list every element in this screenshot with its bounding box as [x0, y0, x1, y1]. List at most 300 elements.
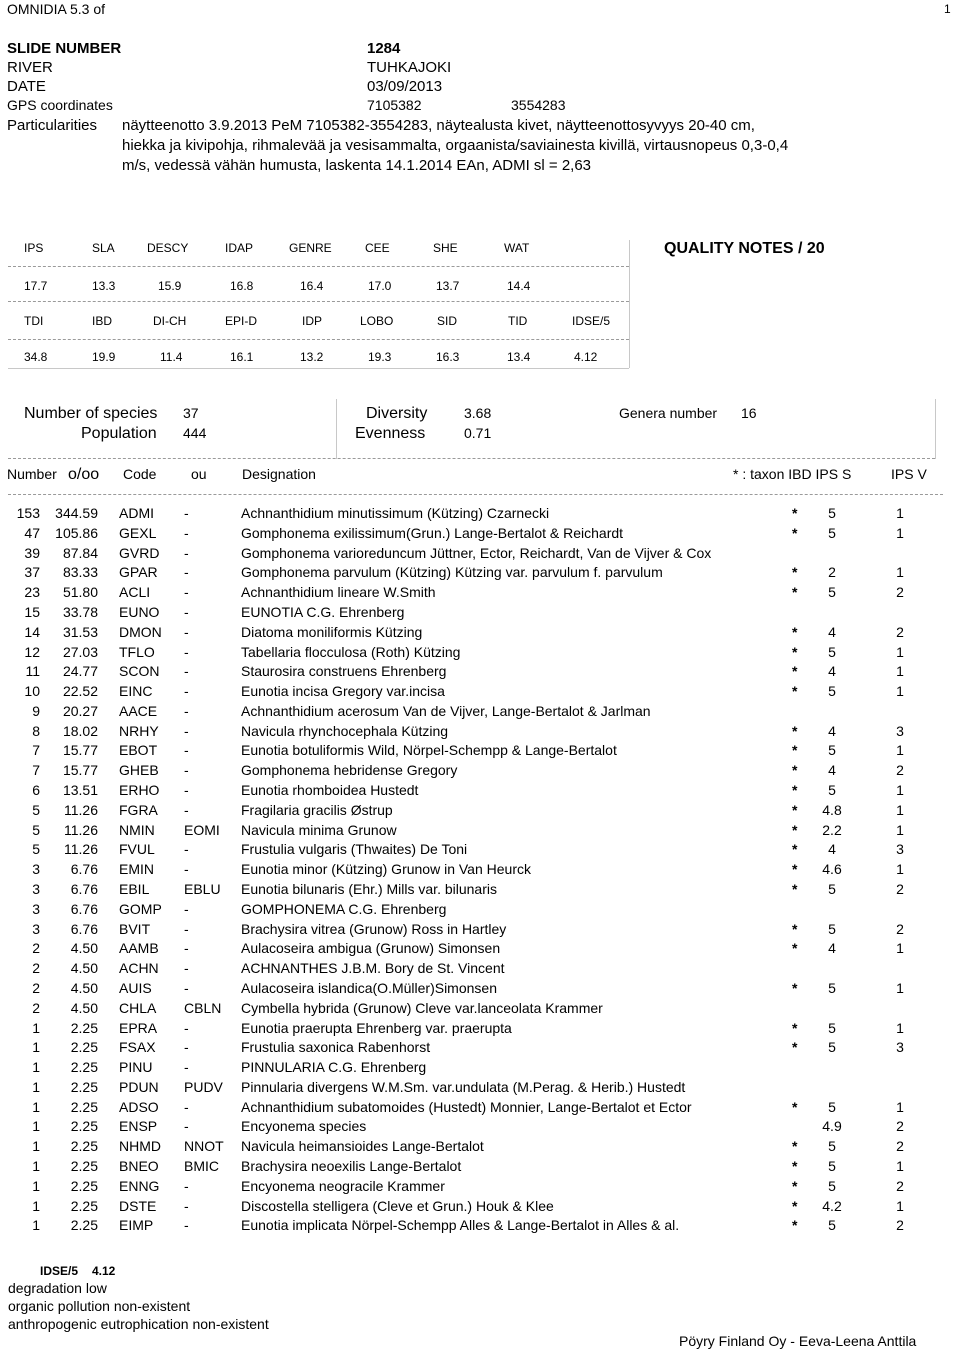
table-row	[0, 802, 960, 822]
row-permil: 27.03	[62, 643, 98, 660]
row-designation: Navicula minima Grunow	[241, 821, 397, 838]
row-designation: Brachysira vitrea (Grunow) Ross in Hartley	[241, 920, 507, 937]
row-ips-s: 5	[828, 742, 836, 759]
row-ips-v: 1	[896, 1158, 904, 1175]
index-label-cee: CEE	[365, 241, 390, 255]
row-permil: 15.77	[62, 762, 98, 779]
table-row	[0, 742, 960, 762]
table-row	[0, 901, 960, 921]
table-row	[0, 881, 960, 901]
row-ou: BMIC	[184, 1158, 219, 1175]
row-permil: 2.25	[70, 1177, 98, 1194]
row-ips-v: 2	[896, 1118, 904, 1135]
table-row	[0, 1000, 960, 1020]
gps-label: GPS coordinates	[7, 97, 113, 113]
row-code: AACE	[119, 702, 158, 719]
row-ou: -	[184, 782, 189, 799]
row-designation: EUNOTIA C.G. Ehrenberg	[241, 603, 405, 620]
row-ou: -	[184, 623, 189, 640]
row-designation: Gomphonema varioreduncum Jüttner, Ector, Reichardt, Van de Vijver & Cox	[241, 544, 712, 561]
row-permil: 2.25	[70, 1158, 98, 1175]
row-ips-s: 5	[828, 505, 836, 521]
header-ips-v: IPS V	[891, 466, 927, 482]
row-permil: 4.50	[70, 940, 98, 957]
row-code: ERHO	[119, 782, 160, 799]
row-permil: 4.50	[70, 979, 98, 996]
row-code: AAMB	[119, 940, 159, 957]
row-designation: Gomphonema hebridense Gregory	[241, 762, 458, 779]
row-taxon-flag: *	[792, 683, 798, 700]
table-row	[0, 663, 960, 683]
table-row	[0, 1138, 960, 1158]
row-number: 15	[24, 603, 40, 620]
population-label: Population	[81, 425, 157, 442]
row-taxon-flag: *	[792, 584, 798, 601]
row-permil: 2.25	[70, 1078, 98, 1095]
row-ips-s: 5	[828, 1138, 836, 1155]
row-ou: -	[184, 683, 189, 700]
index-value-idap: 16.8	[230, 279, 254, 293]
row-ips-v: 2	[896, 1138, 904, 1155]
row-code: ENSP	[119, 1118, 158, 1135]
row-code: BNEO	[119, 1158, 159, 1175]
row-ou: -	[184, 861, 189, 878]
index-value-genre: 16.4	[300, 279, 324, 293]
row-code: FSAX	[119, 1039, 156, 1056]
row-designation: Fragilaria gracilis Østrup	[241, 801, 393, 818]
table-row	[0, 525, 960, 545]
table-row	[0, 762, 960, 782]
evenness-value: 0.71	[464, 425, 492, 441]
index-label-ibd: IBD	[92, 314, 113, 328]
row-ips-v: 1	[896, 564, 904, 581]
row-permil: 6.76	[70, 920, 98, 937]
river-label: RIVER	[7, 59, 53, 76]
row-ips-v: 1	[896, 643, 904, 660]
row-ou: EBLU	[184, 881, 221, 897]
particularities-line-3: m/s, vedessä vähän humusta, laskenta 14.1.2014 EAn, ADMI sl = 2,63	[122, 157, 592, 174]
footer-eutrophication: anthropogenic eutrophication non-existent	[8, 1316, 269, 1332]
row-ou: -	[184, 663, 189, 680]
row-designation: Eunotia incisa Gregory var.incisa	[241, 683, 445, 700]
header-code: Code	[123, 466, 157, 482]
gps-y: 3554283	[511, 97, 566, 113]
date-label: DATE	[7, 78, 46, 95]
row-number: 2	[32, 979, 40, 996]
table-row	[0, 940, 960, 960]
particularities-label: Particularities	[7, 117, 98, 134]
row-designation: Eunotia rhomboidea Hustedt	[241, 782, 419, 799]
row-taxon-flag: *	[792, 1098, 798, 1115]
row-code: GOMP	[119, 900, 162, 917]
row-ips-s: 4	[828, 940, 836, 957]
row-permil: 11.26	[64, 841, 98, 858]
row-code: EBIL	[119, 881, 150, 897]
row-permil: 11.26	[64, 801, 98, 818]
row-taxon-flag: *	[792, 881, 798, 897]
row-permil: 4.50	[70, 999, 98, 1016]
row-ips-s: 4	[828, 841, 836, 858]
slide-number-label: SLIDE NUMBER	[7, 40, 122, 57]
row-ips-v: 2	[896, 1177, 904, 1194]
row-designation: Eunotia bilunaris (Ehr.) Mills var. bilunaris	[241, 881, 497, 897]
row-number: 3	[32, 900, 40, 917]
row-code: EIMP	[119, 1217, 154, 1234]
index-value-wat: 14.4	[507, 279, 531, 293]
row-code: TFLO	[119, 643, 155, 660]
row-ips-v: 1	[896, 742, 904, 759]
row-taxon-flag: *	[792, 940, 798, 957]
row-ou: -	[184, 940, 189, 957]
row-ou: -	[184, 702, 189, 719]
row-ips-s: 4.8	[822, 801, 842, 818]
row-permil: 2.25	[70, 1197, 98, 1214]
table-row	[0, 782, 960, 802]
date-value: 03/09/2013	[367, 78, 443, 95]
row-designation: Frustulia vulgaris (Thwaites) De Toni	[241, 841, 468, 858]
index-label-epi-d: EPI-D	[225, 314, 258, 328]
row-number: 23	[24, 584, 40, 601]
row-designation: Navicula heimansioides Lange-Bertalot	[241, 1138, 484, 1155]
row-taxon-flag: *	[792, 722, 798, 739]
row-number: 1	[32, 1177, 40, 1194]
row-designation: Eunotia botuliformis Wild, Nörpel-Schempp & Lange-Bertalot	[241, 742, 617, 759]
row-code: BVIT	[119, 920, 151, 937]
row-number: 5	[32, 821, 40, 838]
index-label-tid: TID	[508, 314, 528, 328]
row-permil: 2.25	[70, 1059, 98, 1076]
row-code: EPRA	[119, 1019, 158, 1036]
row-ips-s: 4	[828, 762, 836, 779]
row-designation: Eunotia minor (Kützing) Grunow in Van Heurck	[241, 861, 531, 878]
table-row	[0, 1118, 960, 1138]
row-number: 8	[32, 722, 40, 739]
row-code: FVUL	[119, 841, 155, 858]
row-ou: -	[184, 722, 189, 739]
row-ou: -	[184, 1197, 189, 1214]
row-permil: 24.77	[62, 663, 98, 680]
row-number: 2	[32, 940, 40, 957]
row-code: ENNG	[119, 1177, 160, 1194]
row-permil: 2.25	[70, 1138, 98, 1155]
row-taxon-flag: *	[792, 1019, 798, 1036]
row-ou: -	[184, 920, 189, 937]
index-value-idse5: 4.12	[574, 350, 598, 364]
row-number: 1	[32, 1078, 40, 1095]
index-label-di-ch: DI-CH	[153, 314, 187, 328]
row-designation: Encyonema species	[241, 1118, 367, 1135]
row-number: 3	[32, 861, 40, 878]
table-row	[0, 1099, 960, 1119]
table-row	[0, 1020, 960, 1040]
row-ips-v: 2	[896, 881, 904, 897]
row-designation: Achnanthidium acerosum Van de Vijver, Lange-Bertalot & Jarlman	[241, 702, 651, 719]
row-taxon-flag: *	[792, 1197, 798, 1214]
row-number: 10	[24, 683, 40, 700]
row-permil: 344.59	[55, 505, 98, 521]
row-ips-s: 5	[828, 584, 836, 601]
row-ips-s: 4.9	[822, 1118, 842, 1135]
table-row	[0, 1039, 960, 1059]
diversity-label: Diversity	[366, 405, 428, 422]
particularities-line-2: hiekka ja kivipohja, rihmalevää ja vesisammalta, orgaanista/saviainesta kivillä, virtausnopeus 0,3-0,4	[122, 137, 789, 154]
row-ips-s: 5	[828, 1039, 836, 1056]
row-ips-s: 4	[828, 722, 836, 739]
row-ou: -	[184, 584, 189, 601]
row-code: NRHY	[119, 722, 159, 739]
header-number: Number	[7, 466, 57, 482]
row-ou: -	[184, 742, 189, 759]
row-number: 7	[32, 762, 40, 779]
row-ips-s: 4	[828, 663, 836, 680]
row-code: AUIS	[119, 979, 152, 996]
row-designation: Achnanthidium lineare W.Smith	[241, 584, 436, 601]
row-ou: -	[184, 1217, 189, 1234]
row-code: PDUN	[119, 1078, 159, 1095]
row-permil: 2.25	[70, 1039, 98, 1056]
row-number: 5	[32, 801, 40, 818]
row-designation: Brachysira neoexilis Lange-Bertalot	[241, 1158, 462, 1175]
table-row	[0, 1198, 960, 1218]
row-code: SCON	[119, 663, 160, 680]
species-count-label: Number of species	[24, 405, 158, 422]
row-code: PINU	[119, 1059, 153, 1076]
table-row	[0, 723, 960, 743]
row-ou: -	[184, 979, 189, 996]
row-code: NMIN	[119, 821, 155, 838]
row-taxon-flag: *	[792, 623, 798, 640]
table-row	[0, 1217, 960, 1237]
row-ips-s: 5	[828, 881, 836, 897]
row-designation: ACHNANTHES J.B.M. Bory de St. Vincent	[241, 960, 505, 977]
table-row	[0, 683, 960, 703]
table-row	[0, 703, 960, 723]
row-taxon-flag: *	[792, 1177, 798, 1194]
row-number: 9	[32, 702, 40, 719]
row-designation: Eunotia implicata Nörpel-Schempp Alles & Lange-Bertalot in Alles & al.	[241, 1217, 680, 1234]
row-ou: CBLN	[184, 999, 222, 1016]
row-number: 2	[32, 960, 40, 977]
row-designation: Aulacoseira ambigua (Grunow) Simonsen	[241, 940, 501, 957]
row-code: EBOT	[119, 742, 158, 759]
row-ips-s: 4.6	[822, 861, 842, 878]
row-ips-s: 5	[828, 920, 836, 937]
row-ips-s: 4	[828, 623, 836, 640]
row-ou: -	[184, 1118, 189, 1135]
index-value-idp: 13.2	[300, 350, 324, 364]
row-ou: PUDV	[184, 1078, 223, 1095]
row-code: GEXL	[119, 524, 157, 541]
row-taxon-flag: *	[792, 663, 798, 680]
row-designation: Diatoma moniliformis Kützing	[241, 623, 423, 640]
footer-organic-pollution: organic pollution non-existent	[8, 1298, 191, 1314]
table-row	[0, 1158, 960, 1178]
row-number: 7	[32, 742, 40, 759]
row-number: 1	[32, 1138, 40, 1155]
row-ips-v: 1	[896, 1019, 904, 1036]
index-value-epi-d: 16.1	[230, 350, 254, 364]
table-row	[0, 624, 960, 644]
row-taxon-flag: *	[792, 979, 798, 996]
row-taxon-flag: *	[792, 821, 798, 838]
table-row	[0, 841, 960, 861]
row-number: 1	[32, 1098, 40, 1115]
row-designation: Encyonema neogracile Krammer	[241, 1177, 445, 1194]
row-code: ADMI	[119, 505, 154, 521]
row-ou: NNOT	[184, 1138, 224, 1155]
row-ips-s: 2	[828, 564, 836, 581]
index-label-descy: DESCY	[147, 241, 189, 255]
row-ips-v: 1	[896, 1197, 904, 1214]
row-ips-v: 1	[896, 940, 904, 957]
row-permil: 15.77	[62, 742, 98, 759]
row-designation: Staurosira construens Ehrenberg	[241, 663, 447, 680]
index-value-lobo: 19.3	[368, 350, 392, 364]
row-ips-v: 2	[896, 584, 904, 601]
index-label-lobo: LOBO	[360, 314, 394, 328]
index-value-descy: 15.9	[158, 279, 182, 293]
row-ips-v: 1	[896, 524, 904, 541]
row-ips-s: 2.2	[822, 821, 842, 838]
row-taxon-flag: *	[792, 920, 798, 937]
row-code: NHMD	[119, 1138, 161, 1155]
table-row	[0, 861, 960, 881]
row-permil: 6.76	[70, 900, 98, 917]
footer-degradation: degradation low	[8, 1280, 107, 1296]
index-value-sid: 16.3	[436, 350, 460, 364]
row-ou: -	[184, 841, 189, 858]
table-row	[0, 921, 960, 941]
row-number: 3	[32, 920, 40, 937]
row-number: 2	[32, 999, 40, 1016]
particularities-line-1: näytteenotto 3.9.2013 PeM 7105382-3554283, näytealusta kivet, näytteenottosyvyys 20-40 cm,	[122, 117, 755, 134]
row-ou: -	[184, 801, 189, 818]
row-code: GVRD	[119, 544, 160, 561]
gps-x: 7105382	[367, 97, 422, 113]
row-ips-v: 1	[896, 683, 904, 700]
row-designation: Aulacoseira islandica(O.Müller)Simonsen	[241, 979, 497, 996]
row-ips-v: 2	[896, 762, 904, 779]
row-permil: 33.78	[62, 603, 98, 620]
row-number: 6	[32, 782, 40, 799]
header-permil: o/oo	[68, 466, 100, 483]
row-code: FGRA	[119, 801, 158, 818]
index-label-idse5: IDSE/5	[572, 314, 611, 328]
evenness-label: Evenness	[355, 425, 426, 442]
row-ips-v: 1	[896, 801, 904, 818]
river-value: TUHKAJOKI	[367, 59, 452, 76]
row-ips-v: 2	[896, 1217, 904, 1234]
quality-notes-label: QUALITY NOTES / 20	[664, 240, 825, 257]
document-header: OMNIDIA 5.3 of	[7, 1, 106, 17]
row-permil: 2.25	[70, 1019, 98, 1036]
index-value-ips: 17.7	[24, 279, 48, 293]
row-permil: 22.52	[62, 683, 98, 700]
row-ips-s: 5	[828, 643, 836, 660]
row-ou: -	[184, 1039, 189, 1056]
row-ips-v: 1	[896, 979, 904, 996]
header-designation: Designation	[242, 466, 316, 482]
row-code: GPAR	[119, 564, 158, 581]
row-permil: 18.02	[62, 722, 98, 739]
row-number: 39	[24, 544, 40, 561]
row-designation: GOMPHONEMA C.G. Ehrenberg	[241, 900, 447, 917]
row-permil: 83.33	[62, 564, 98, 581]
row-ou: -	[184, 960, 189, 977]
index-value-ibd: 19.9	[92, 350, 116, 364]
table-row	[0, 564, 960, 584]
genera-number-value: 16	[741, 405, 757, 421]
row-ips-s: 5	[828, 782, 836, 799]
row-taxon-flag: *	[792, 505, 798, 521]
row-number: 1	[32, 1158, 40, 1175]
row-taxon-flag: *	[792, 742, 798, 759]
row-ou: -	[184, 762, 189, 779]
table-row	[0, 980, 960, 1000]
row-ips-s: 5	[828, 683, 836, 700]
row-ips-v: 1	[896, 663, 904, 680]
row-permil: 51.80	[62, 584, 98, 601]
row-ou: -	[184, 900, 189, 917]
row-ips-v: 2	[896, 920, 904, 937]
row-permil: 105.86	[55, 524, 98, 541]
page-number: 1	[944, 2, 951, 16]
row-number: 14	[24, 623, 40, 640]
row-ips-v: 1	[896, 1098, 904, 1115]
table-row	[0, 584, 960, 604]
row-designation: Cymbella hybrida (Grunow) Cleve var.lanceolata Krammer	[241, 999, 603, 1016]
row-code: ACLI	[119, 584, 151, 601]
row-code: DMON	[119, 623, 162, 640]
table-row	[0, 1059, 960, 1079]
row-code: ACHN	[119, 960, 159, 977]
row-ou: -	[184, 505, 189, 521]
row-ou: -	[184, 603, 189, 620]
row-taxon-flag: *	[792, 1138, 798, 1155]
row-designation: Eunotia praerupta Ehrenberg var. praerupta	[241, 1019, 512, 1036]
population-value: 444	[183, 425, 207, 441]
row-taxon-flag: *	[792, 1217, 798, 1234]
row-permil: 4.50	[70, 960, 98, 977]
row-taxon-flag: *	[792, 782, 798, 799]
index-value-tid: 13.4	[507, 350, 531, 364]
row-taxon-flag: *	[792, 564, 798, 581]
row-ips-s: 5	[828, 524, 836, 541]
row-ips-v: 3	[896, 1039, 904, 1056]
row-designation: Pinnularia divergens W.M.Sm. var.undulata (M.Perag. & Herib.) Hustedt	[241, 1078, 686, 1095]
row-taxon-flag: *	[792, 524, 798, 541]
row-ou: -	[184, 1098, 189, 1115]
index-label-ips: IPS	[24, 241, 44, 255]
index-value-tdi: 34.8	[24, 350, 48, 364]
row-code: EUNO	[119, 603, 160, 620]
row-taxon-flag: *	[792, 1158, 798, 1175]
row-taxon-flag: *	[792, 841, 798, 858]
row-designation: Tabellaria flocculosa (Roth) Kützing	[241, 643, 461, 660]
index-value-sla: 13.3	[92, 279, 116, 293]
row-number: 1	[32, 1039, 40, 1056]
row-ips-s: 5	[828, 1217, 836, 1234]
table-row	[0, 644, 960, 664]
index-label-sid: SID	[437, 314, 458, 328]
index-value-di-ch: 11.4	[160, 350, 183, 364]
row-designation: Achnanthidium minutissimum (Kützing) Czarnecki	[241, 505, 550, 521]
row-permil: 2.25	[70, 1217, 98, 1234]
row-designation: Discostella stelligera (Cleve et Grun.) Houk & Klee	[241, 1197, 554, 1214]
table-row	[0, 960, 960, 980]
table-row	[0, 822, 960, 842]
row-taxon-flag: *	[792, 1039, 798, 1056]
